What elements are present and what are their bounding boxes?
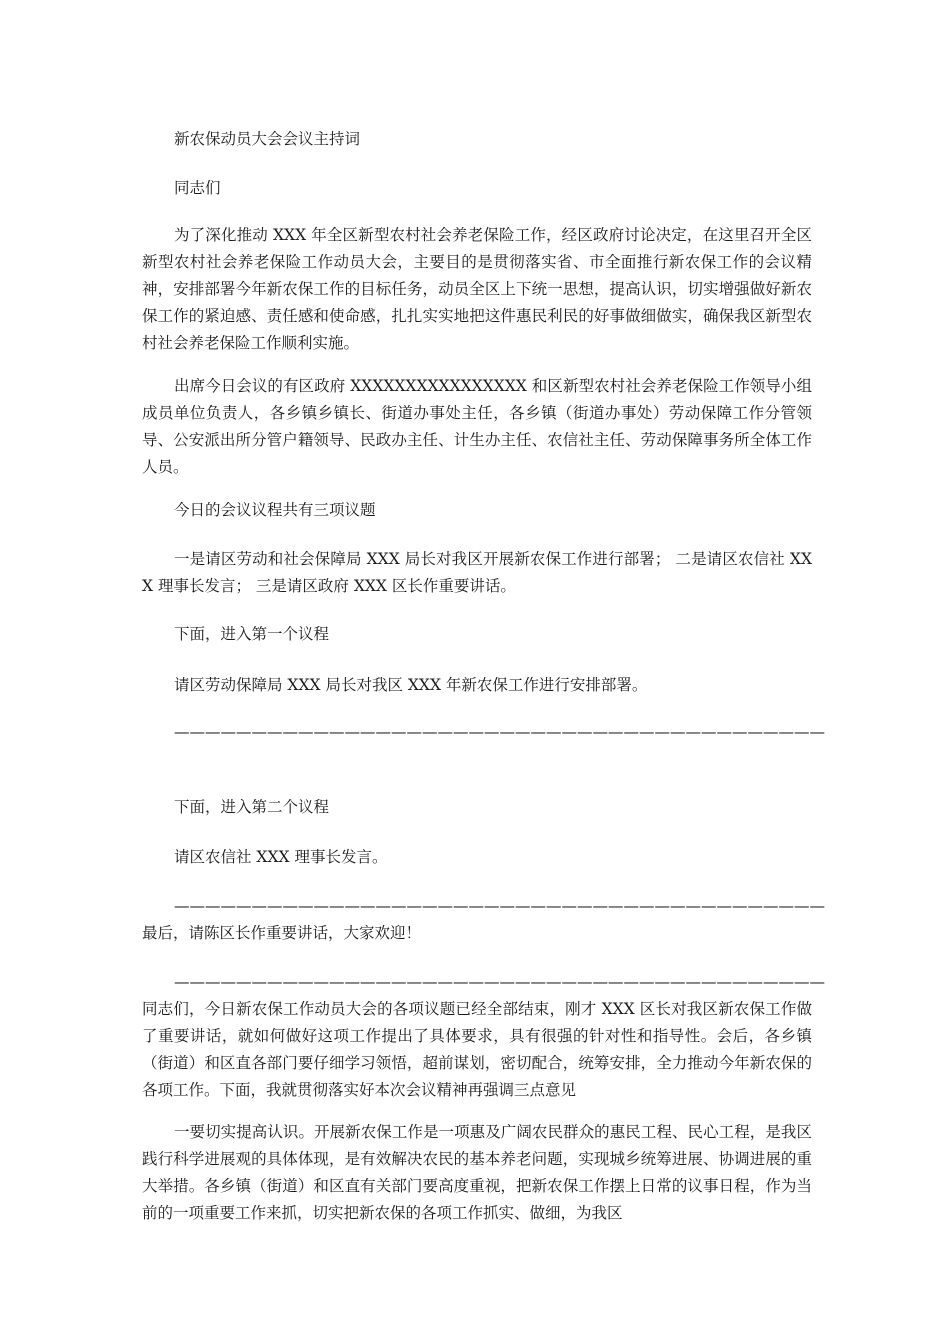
paragraph-point-one: 一要切实提高认识。开展新农保工作是一项惠及广阔农民群众的惠民工程、民心工程，是我区践行科学进展观的具体体现，是有效解决农民的基本养老问题，实现城乡统筹进展、协调进展的重大举措。各乡镇（街道）和区直有关部门要高度重视，把新农保工作摆上日常的议事日程，作为当前的一项重要工作来抓，切实把新农保的各项工作抓实、做细，为我区 [142, 1123, 812, 1222]
salutation-text: 同志们 [174, 179, 221, 197]
paragraph-second-item: 下面，进入第二个议程 [174, 798, 330, 816]
document-title [142, 126, 812, 153]
paragraph-second-item-detail: 请区农信社 XXX 理事长发言。 [174, 848, 388, 866]
paragraph-third-item: —————————————————————————————————————————— 最后，请陈区长作重要讲话，大家欢迎！ [142, 897, 825, 942]
divider-line-1: —————————————————————————————————————————— [174, 723, 825, 741]
paragraph-purpose: 为了深化推动 XXX 年全区新型农村社会养老保险工作，经区政府讨论决定，在这里召开全区新型农村社会养老保险工作动员大会，主要目的是贯彻落实省、市全面推行新农保工作的会议精神，安排部署今年新农保工作的目标任务，动员全区上下统一思想，提高认识，切实增强做好新农保工作的紧迫感、责任感和使命感，扎扎实实地把这件惠民利民的好事做细做实，确保我区新型农村社会养老保险工作顺利实施。 [142, 226, 812, 352]
paragraph-first-item-detail: 请区劳动保障局 XXX 局长对我区 XXX 年新农保工作进行安排部署。 [174, 676, 648, 694]
paragraph-agenda-intro: 今日的会议议程共有三项议题 [174, 501, 376, 519]
paragraph-attendees: 出席今日会议的有区政府 XXXXXXXXXXXXXXXX 和区新型农村社会养老保险工作领导小组成员单位负责人，各乡镇乡镇长、街道办事处主任，各乡镇（街道办事处）劳动保障工作分管领导、公安派出所分管户籍领导、民政办主任、计生办主任、农信社主任、劳动保障事务所全体工作人员。 [142, 377, 812, 476]
paragraph-first-item: 下面，进入第一个议程 [174, 625, 330, 643]
document-title-text: 新农保动员大会会议主持词 [174, 130, 361, 148]
paragraph-agenda-items: 一是请区劳动和社会保障局 XXX 局长对我区开展新农保工作进行部署； 二是请区农信社 XXX 理事长发言； 三是请区政府 XXX 区长作重要讲话。 [142, 550, 812, 595]
salutation [142, 175, 812, 202]
paragraph-closing: —————————————————————————————————————————— 同志们，今日新农保工作动员大会的各项议题已经全部结束，刚才 XXX 区长对我区新农保工作做了重要讲话，就如何做好这项工作提出了具体要求，具有很强的针对性和指导性。会后，各乡镇（街道）和区直各部门要仔细学习领悟，超前谋划，密切配合，统筹安排，全力推动今年新农保的各项工作。下面，我就贯彻落实好本次会议精神再强调三点意见 [142, 973, 825, 1099]
